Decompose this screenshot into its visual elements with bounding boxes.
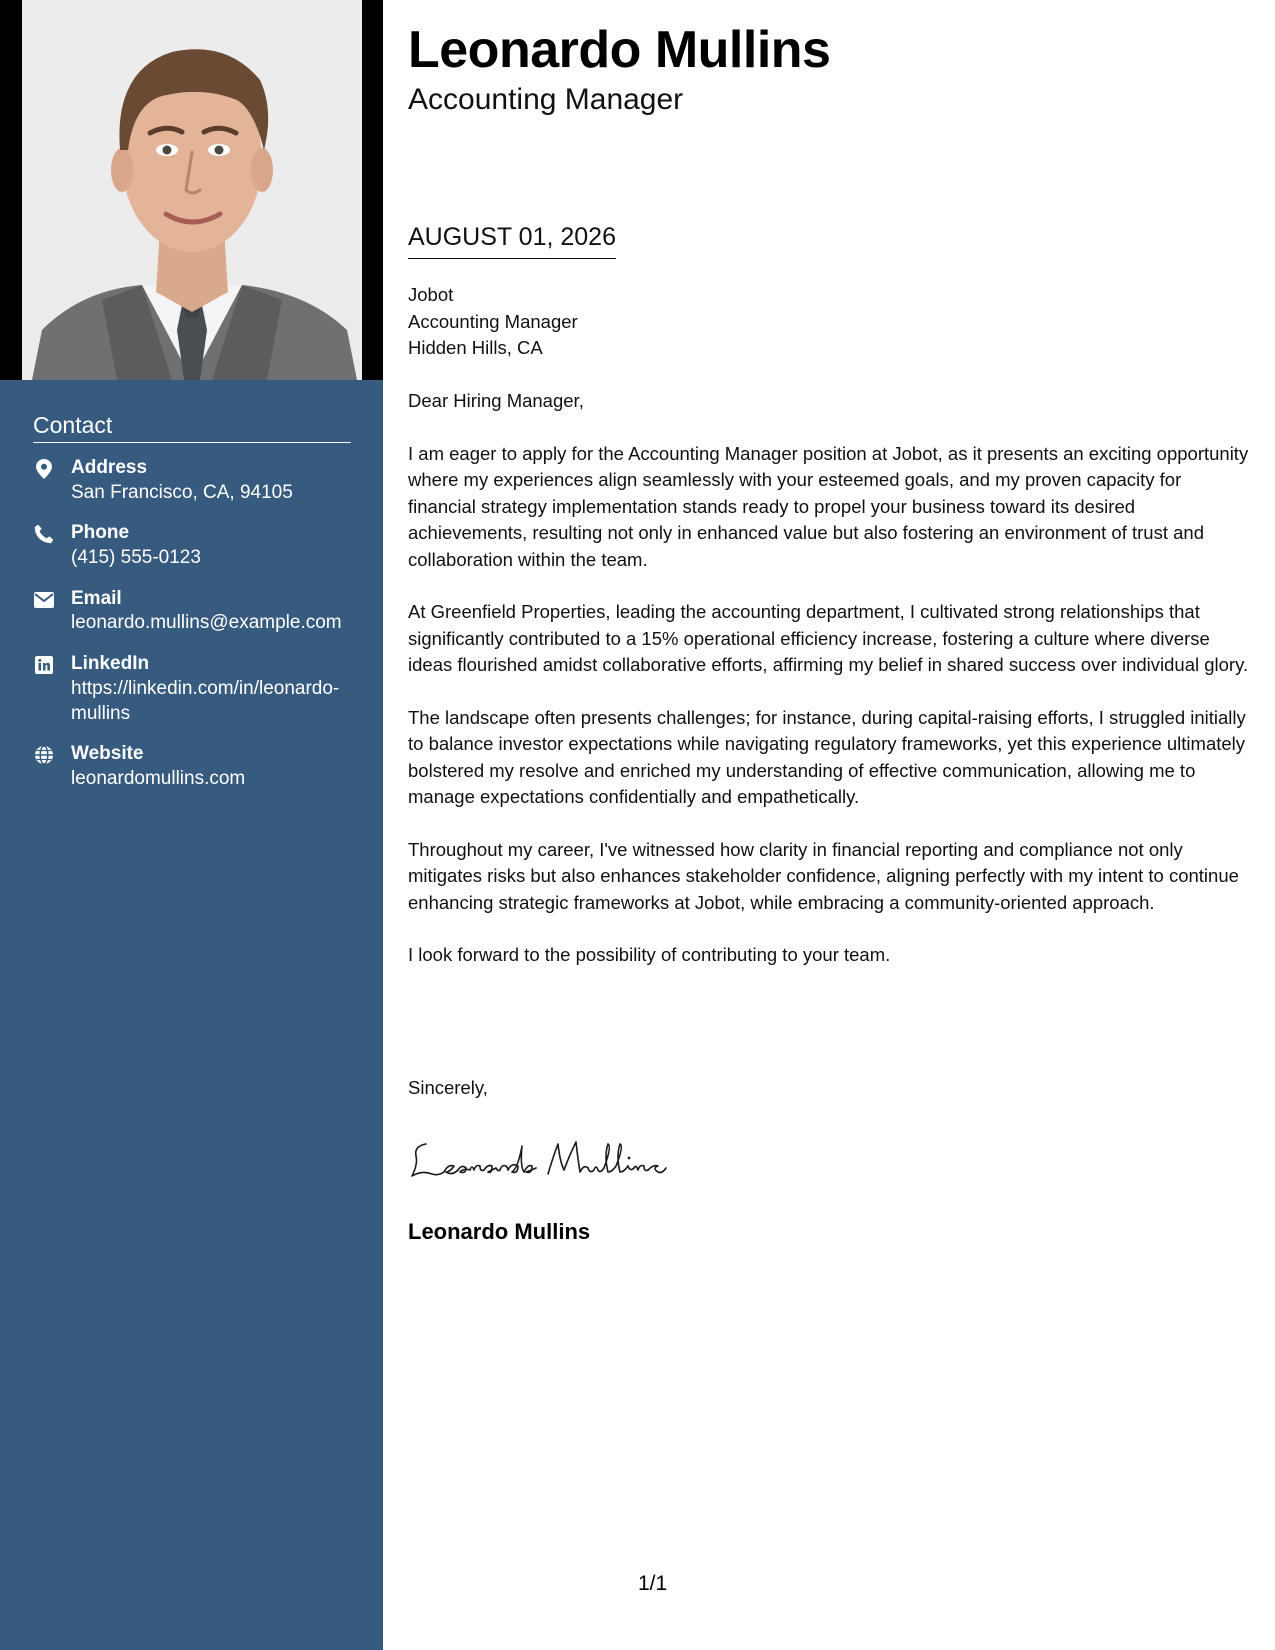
- envelope-icon: [33, 589, 55, 611]
- letter-body: [408, 388, 1254, 995]
- contact-item-address: [33, 456, 353, 505]
- paragraph-1: I am eager to apply for the Accounting Manager position at Jobot, as it presents an exciting opportunity where my experiences align seamlessly with your esteemed goals, and my proven capacity for financial strategy implementation stands ready to propel your business toward its desired achievements, resulting not only in enhanced value but also fostering an environment of trust and collaboration within the team.: [408, 442, 1249, 570]
- salutation: Dear Hiring Manager,: [408, 390, 584, 411]
- contact-value-linkedin[interactable]: https://linkedin.com/in/leonardo-mullins: [71, 677, 340, 724]
- closing: Sincerely,: [408, 1077, 488, 1098]
- recipient-company: Jobot: [408, 284, 454, 305]
- recipient-block: [408, 282, 578, 362]
- letter-date: AUGUST 01, 2026: [408, 222, 616, 259]
- recipient-position: Accounting Manager: [408, 310, 578, 332]
- contact-value-website[interactable]: leonardomullins.com: [71, 767, 246, 789]
- location-pin-icon: [33, 458, 55, 480]
- profile-photo: [22, 0, 362, 380]
- paragraph-5: I look forward to the possibility of contributing to your team.: [408, 944, 891, 965]
- contact-label-website: Website: [71, 743, 144, 765]
- contact-value-phone: (415) 555-0123: [71, 547, 201, 569]
- paragraph-3: The landscape often presents challenges; for instance, during capital-raising efforts, I struggled initially to balance investor expectations while navigating regulatory frameworks, yet this experience ultimately bolstered my resolve and enriched my understanding of effective communication, allowing me to manage expectations confidentially and empathetically.: [408, 706, 1246, 807]
- recipient-location: Hidden Hills, CA: [408, 337, 543, 358]
- applicant-name: Leonardo Mullins: [408, 21, 831, 79]
- phone-icon: [33, 523, 55, 545]
- signature-image: [408, 1136, 678, 1182]
- contact-heading: Contact: [33, 412, 351, 443]
- contact-item-linkedin: [33, 652, 353, 726]
- page-number: 1/1: [638, 1572, 668, 1595]
- contact-item-website: [33, 742, 353, 791]
- contact-value-email[interactable]: leonardo.mullins@example.com: [71, 612, 342, 634]
- contact-item-phone: [33, 521, 353, 570]
- linkedin-icon: [33, 654, 55, 676]
- globe-icon: [33, 744, 55, 766]
- contact-label-phone: Phone: [71, 522, 130, 544]
- contact-item-email: [33, 587, 353, 636]
- contact-list: [33, 456, 353, 808]
- paragraph-4: Throughout my career, I've witnessed how clarity in financial reporting and compliance not only mitigates risks but also enhances stakeholder confidence, aligning perfectly with my intent to continue enhancing strategic frameworks at Jobot, while embracing a community-oriented approach.: [408, 838, 1239, 913]
- sidebar: [0, 0, 383, 1650]
- paragraph-2: At Greenfield Properties, leading the accounting department, I cultivated strong relationships that significantly contributed to a 15% operational efficiency increase, fostering a culture where diverse ideas flourished amidst collaborative efforts, affirming my belief in shared success over individual glory.: [408, 601, 1249, 675]
- contact-label-email: Email: [71, 587, 122, 609]
- photo-frame: [0, 0, 383, 380]
- main-content: [408, 0, 1254, 1650]
- signer-name: Leonardo Mullins: [408, 1219, 591, 1244]
- contact-label-linkedin: LinkedIn: [71, 653, 150, 675]
- contact-value-address: San Francisco, CA, 94105: [71, 481, 293, 503]
- applicant-title: Accounting Manager: [408, 83, 684, 116]
- contact-label-address: Address: [71, 457, 148, 478]
